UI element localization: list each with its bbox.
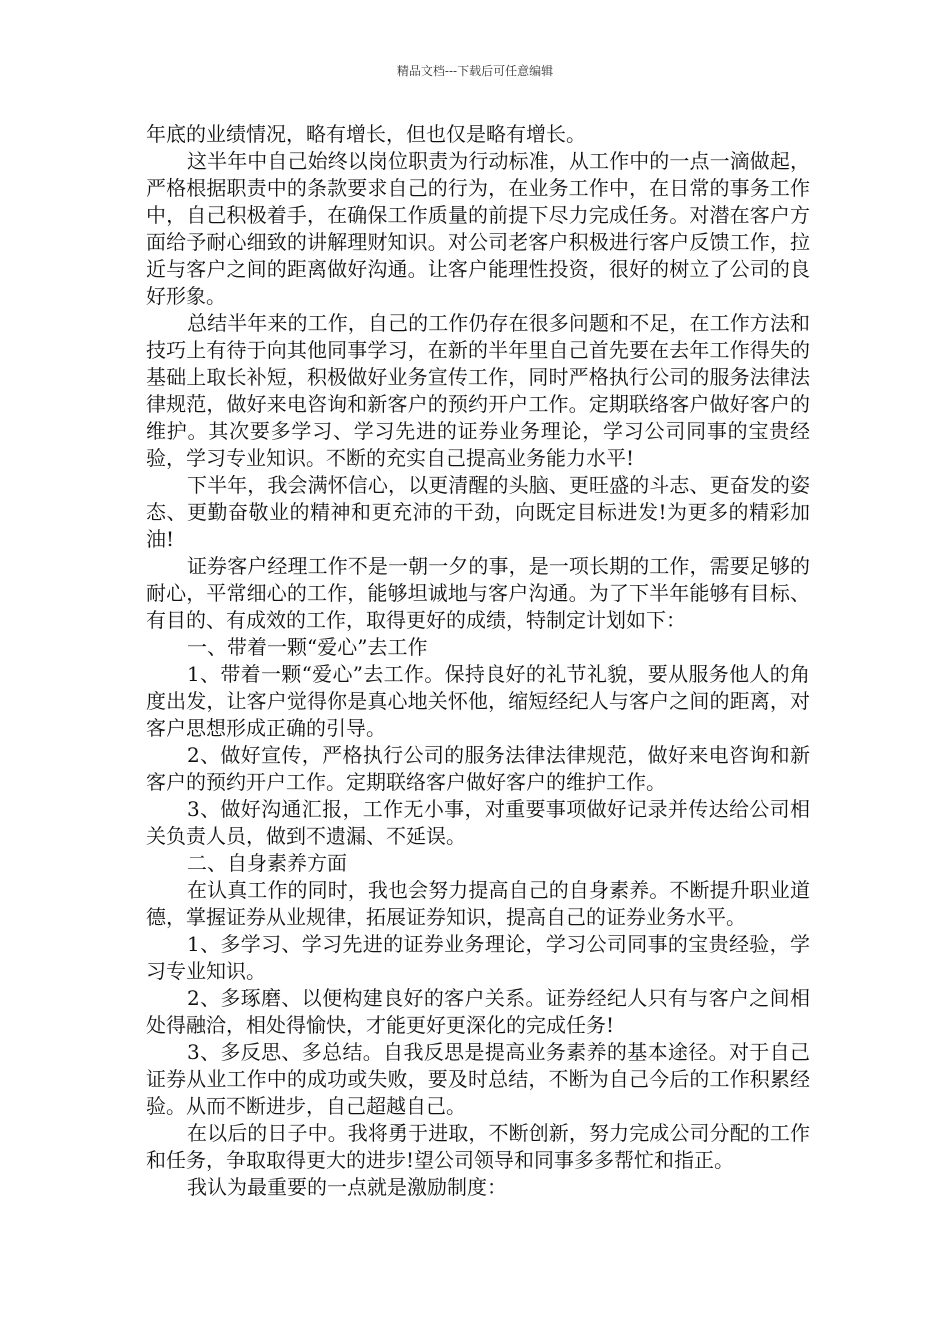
paragraph-continuation: 年底的业绩情况，略有增长，但也仅是略有增长。	[146, 122, 586, 146]
paragraph-second-half-outlook: 下半年，我会满怀信心，以更清醒的头脑、更旺盛的斗志、更奋发的姿态、更勤奋敬业的精神和更充沛的干劲，向既定目标进发!为更多的精彩加油!	[146, 473, 810, 551]
paragraph-half-year-summary: 总结半年来的工作，自己的工作仍存在很多问题和不足，在工作方法和技巧上有待于向其他同事学习，在新的半年里自己首先要在去年工作得失的基础上取长补短，积极做好业务宣传工作，同时严格执行公司的服务法律法律规范，做好来电咨询和新客户的预约开户工作。定期联络客户做好客户的维护。其次要多学习、学习先进的证券业务理论，学习公司同事的宝贵经验，学习专业知识。不断的充实自己提高业务能力水平!	[146, 311, 810, 470]
page-header: 精品文档---下载后可任意编辑	[396, 64, 554, 78]
paragraph-self-improvement: 在认真工作的同时，我也会努力提高自己的自身素养。不断提升职业道德，掌握证券从业规律，拓展证券知识，提高自己的证券业务水平。	[146, 878, 810, 929]
list-item-1-2: 2、做好宣传，严格执行公司的服务法律法律规范，做好来电咨询和新客户的预约开户工作。定期联络客户做好客户的维护工作。	[146, 743, 810, 794]
paragraph-future-commitment: 在以后的日子中。我将勇于进取，不断创新，努力完成公司分配的工作和任务，争取取得更大的进步!望公司领导和同事多多帮忙和指正。	[146, 1121, 810, 1172]
list-item-2-2: 2、多琢磨、以便构建良好的客户关系。证券经纪人只有与客户之间相处得融洽，相处得愉快，才能更好更深化的完成任务!	[146, 986, 810, 1037]
list-item-1-1: 1、带着一颗“爱心”去工作。保持良好的礼节礼貌，要从服务他人的角度出发，让客户觉得你是真心地关怀他，缩短经纪人与客户之间的距离，对客户思想形成正确的引导。	[146, 662, 810, 740]
list-item-1-3: 3、做好沟通汇报，工作无小事，对重要事项做好记录并传达给公司相关负责人员，做到不遗漏、不延误。	[146, 797, 810, 848]
section-heading-1: 一、带着一颗“爱心”去工作	[187, 635, 428, 659]
paragraph-work-standard: 这半年中自己始终以岗位职责为行动标准，从工作中的一点一滴做起，严格根据职责中的条款要求自己的行为，在业务工作中，在日常的事务工作中，自己积极着手，在确保工作质量的前提下尽力完成任务。对潜在客户方面给予耐心细致的讲解理财知识。对公司老客户积极进行客户反馈工作，拉近与客户之间的距离做好沟通。让客户能理性投资，很好的树立了公司的良好形象。	[146, 149, 810, 308]
list-item-2-3: 3、多反思、多总结。自我反思是提高业务素养的基本途径。对于自己证券从业工作中的成功或失败，要及时总结，不断为自己今后的工作积累经验。从而不断进步，自己超越自己。	[146, 1040, 810, 1118]
document-body	[146, 121, 810, 1201]
paragraph-incentive-system: 我认为最重要的一点就是激励制度：	[187, 1175, 507, 1199]
section-heading-2: 二、自身素养方面	[187, 851, 347, 875]
list-item-2-1: 1、多学习、学习先进的证券业务理论，学习公司同事的宝贵经验，学习专业知识。	[146, 932, 810, 983]
paragraph-plan-intro: 证券客户经理工作不是一朝一夕的事，是一项长期的工作，需要足够的耐心，平常细心的工作，能够坦诚地与客户沟通。为了下半年能够有目标、有目的、有成效的工作，取得更好的成绩，特制定计划如下：	[146, 554, 810, 632]
